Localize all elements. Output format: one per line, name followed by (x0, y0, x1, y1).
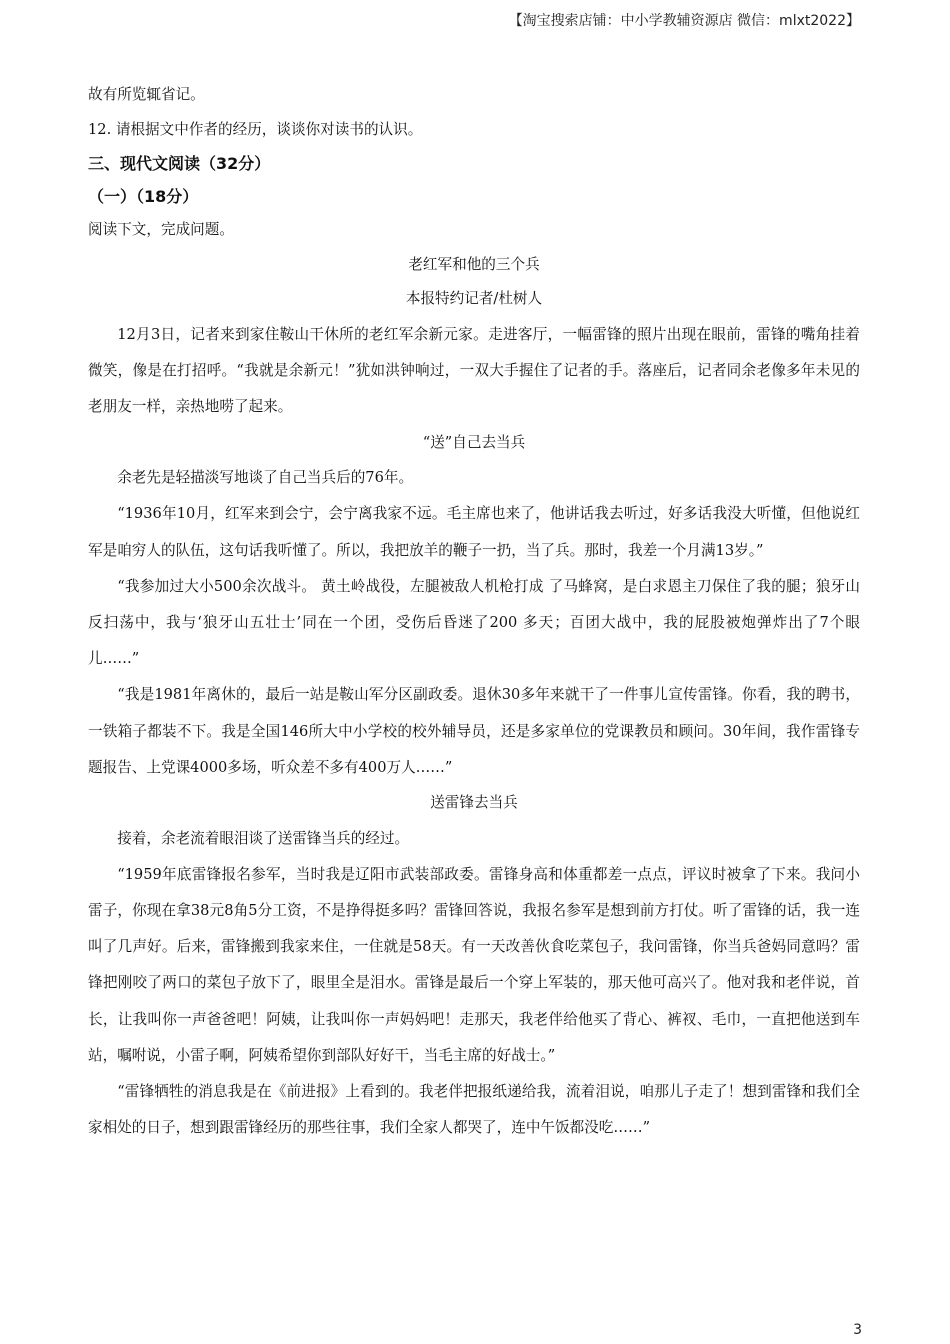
article-byline: 本报特约记者/杜树人 (405, 290, 543, 308)
question-12: 12. 请根据文中作者的经历，谈谈你对读书的认识。 (88, 120, 423, 138)
source-note: 【淘宝搜索店铺：中小学教辅资源店 微信：mlxt2022】 (508, 13, 860, 29)
article-title: 老红军和他的三个兵 (408, 255, 540, 273)
reading-instruction: 阅读下文，完成问题。 (88, 221, 234, 239)
section-subtitle: （一）（18分） (88, 187, 199, 207)
article-paragraph-2: “1936年10月，红军来到会宁，会宁离我家不远。毛主席也来了，他讲话我去听过，好多话我没大听懂，但他说红军是咱穷人的队伍，这句话我听懂了。所以，我把放羊的鞭子一扔，当了兵。那时，我差一个月满13岁。” (88, 505, 860, 559)
document-body (88, 78, 860, 1146)
section-title: 三、现代文阅读（32分） (88, 154, 271, 174)
article-intro: 12月3日，记者来到家住鞍山干休所的老红军余新元家。走进客厅，一幅雷锋的照片出现在眼前，雷锋的嘴角挂着微笑，像是在打招呼。“我就是余新元！”犹如洪钟响过，一双大手握住了记者的手。落座后，记者同余老像多年未见的老朋友一样，亲热地唠了起来。 (88, 325, 860, 416)
article-subheading-1: “送”自己去当兵 (422, 433, 526, 451)
article-paragraph-4: “我是1981年离休的，最后一站是鞍山军分区副政委。退休30多年来就干了一件事儿宣传雷锋。你看，我的聘书，一铁箱子都装不下。我是全国146所大中小学校的校外辅导员，还是多家单位的党课教员和顾问。30年间，我作雷锋专题报告、上党课4000多场，听众差不多有400万人……” (88, 686, 860, 776)
article-paragraph-6: “1959年底雷锋报名参军，当时我是辽阳市武装部政委。雷锋身高和体重都差一点点，评议时被拿了下来。我问小雷子，你现在拿38元8角5分工资，不是挣得挺多吗？雷锋回答说，我报名参军是想到前方打仗。听了雷锋的话，我一连叫了几声好。后来，雷锋搬到我家来住，一住就是58天。有一天改善伙食吃菜包子，我问雷锋，你当兵爸妈同意吗？雷锋把刚咬了两口的菜包子放下了，眼里全是泪水。雷锋是最后一个穿上军装的，那天他可高兴了。他对我和老伴说，首长，让我叫你一声爸爸吧！阿姨，让我叫你一声妈妈吧！走那天，我老伴给他买了背心、裤衩、毛巾，一直把他送到车站，嘱咐说，小雷子啊，阿姨希望你到部队好好干，当毛主席的好战士。” (88, 865, 860, 1064)
article-paragraph-1: 余老先是轻描淡写地谈了自己当兵后的76年。 (117, 469, 414, 487)
article-paragraph-7: “雷锋牺牲的消息我是在《前进报》上看到的。我老伴把报纸递给我，流着泪说，咱那儿子走了！想到雷锋和我们全家相处的日子，想到跟雷锋经历的那些往事，我们全家人都哭了，连中午饭都没吃……” (88, 1083, 860, 1137)
previous-passage-tail: 故有所览辄省记。 (88, 86, 205, 103)
article-subheading-2: 送雷锋去当兵 (430, 794, 518, 811)
article-paragraph-3: “我参加过大小500余次战斗。 黄土岭战役，左腿被敌人机枪打成 了马蜂窝，是白求恩主刀保住了我的腿；狼牙山反扫荡中，我与‘狼牙山五壮士’同在一个团，受伤后昏迷了200 多天；百团大战中，我的屁股被炮弹炸出了7个眼儿……” (88, 577, 860, 668)
page-number: 3 (853, 1322, 862, 1338)
article-paragraph-5: 接着，余老流着眼泪谈了送雷锋当兵的经过。 (117, 829, 410, 847)
